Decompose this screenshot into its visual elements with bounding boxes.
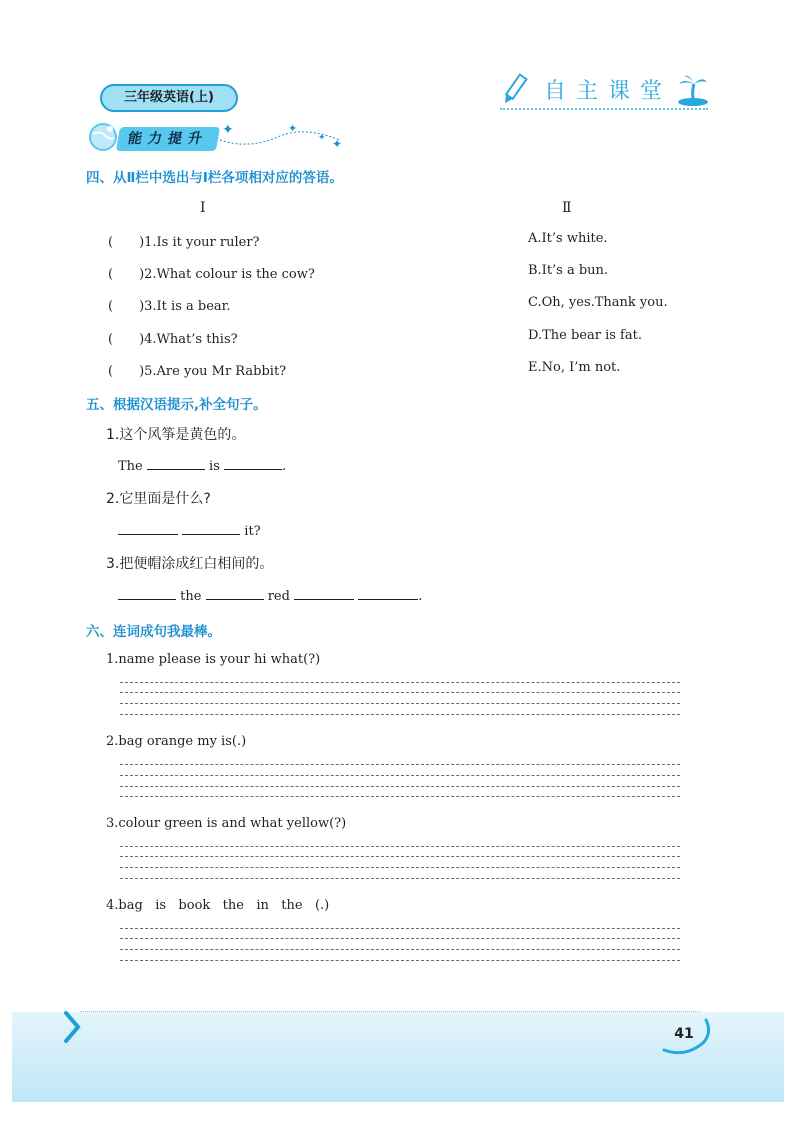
question-item: ( )2.What colour is the cow? xyxy=(108,267,315,282)
fill-in-sentence-3 xyxy=(118,587,422,604)
answer-blank[interactable] xyxy=(224,457,282,470)
answer-blank[interactable] xyxy=(182,522,240,535)
question-item: ( )4.What’s this? xyxy=(108,332,238,347)
writing-line[interactable] xyxy=(120,856,680,857)
sentence-word: red xyxy=(267,589,290,604)
svg-text:✦: ✦ xyxy=(332,137,343,150)
writing-line[interactable] xyxy=(120,714,680,715)
writing-line[interactable] xyxy=(120,796,680,797)
svg-text:✦: ✦ xyxy=(222,122,234,138)
column-1-header: Ⅰ xyxy=(200,200,206,216)
question-item: ( )1.Is it your ruler? xyxy=(108,235,260,250)
answer-blank[interactable] xyxy=(294,587,354,600)
word-order-item: 4.bag is book the in the (.) xyxy=(106,898,330,913)
answer-item: C.Oh, yes.Thank you. xyxy=(528,295,668,310)
header-dotted-rule xyxy=(500,108,708,110)
word-order-item: 2.bag orange my is(.) xyxy=(106,734,247,749)
writing-line[interactable] xyxy=(120,682,680,683)
sentence-end: . xyxy=(282,459,287,474)
book-title-badge: 三年级英语(上) xyxy=(100,84,238,112)
writing-line[interactable] xyxy=(120,938,680,939)
writing-line[interactable] xyxy=(120,878,680,879)
answer-blank[interactable] xyxy=(206,587,264,600)
page-number: 41 xyxy=(674,1026,694,1042)
sentence-word: the xyxy=(180,589,202,604)
question-item: ( )5.Are you Mr Rabbit? xyxy=(108,364,287,379)
answer-blank[interactable] xyxy=(358,587,418,600)
fill-in-sentence-1 xyxy=(118,457,286,474)
palm-island-icon xyxy=(676,72,710,108)
writing-line[interactable] xyxy=(120,764,680,765)
answer-blank[interactable] xyxy=(118,522,178,535)
footer-dotted-rule xyxy=(80,1011,700,1012)
writing-line[interactable] xyxy=(120,786,680,787)
writing-line[interactable] xyxy=(120,949,680,950)
writing-line[interactable] xyxy=(120,846,680,847)
writing-line[interactable] xyxy=(120,775,680,776)
section-5-heading: 五、根据汉语提示,补全句子。 xyxy=(86,397,267,413)
answer-blank[interactable] xyxy=(147,457,205,470)
globe-icon xyxy=(86,120,120,154)
fill-in-sentence-2 xyxy=(118,522,261,539)
translation-prompt: 3.把便帽涂成红白相间的。 xyxy=(106,556,274,572)
sentence-end: . xyxy=(418,589,423,604)
translation-prompt: 1.这个风筝是黄色的。 xyxy=(106,427,246,443)
section-4-heading: 四、从Ⅱ栏中选出与Ⅰ栏各项相对应的答语。 xyxy=(86,170,343,186)
answer-item: D.The bear is fat. xyxy=(528,328,642,343)
svg-text:✦: ✦ xyxy=(318,133,326,143)
svg-text:✦: ✦ xyxy=(288,122,298,135)
writing-line[interactable] xyxy=(120,703,680,704)
word-order-item: 3.colour green is and what yellow(?) xyxy=(106,816,347,831)
chevron-right-icon xyxy=(62,1010,82,1044)
answer-item: A.It’s white. xyxy=(528,231,608,246)
pencil-icon xyxy=(496,70,532,110)
column-2-header: Ⅱ xyxy=(562,200,572,216)
writing-line[interactable] xyxy=(120,928,680,929)
sentence-word: The xyxy=(118,459,143,474)
question-item: ( )3.It is a bear. xyxy=(108,299,231,314)
section-banner-title: 能力提升 xyxy=(116,127,220,151)
answer-blank[interactable] xyxy=(118,587,176,600)
brand-title: 自主课堂 xyxy=(544,79,673,104)
section-6-heading: 六、连词成句我最棒。 xyxy=(86,624,221,640)
writing-line[interactable] xyxy=(120,960,680,961)
word-order-item: 1.name please is your hi what(?) xyxy=(106,652,321,667)
writing-line[interactable] xyxy=(120,692,680,693)
sparkle-decoration-icon xyxy=(210,118,350,150)
sentence-end: it? xyxy=(244,524,261,539)
translation-prompt: 2.它里面是什么? xyxy=(106,491,211,507)
writing-line[interactable] xyxy=(120,867,680,868)
answer-item: B.It’s a bun. xyxy=(528,263,609,278)
answer-item: E.No, I’m not. xyxy=(528,360,621,375)
sentence-word: is xyxy=(209,459,220,474)
